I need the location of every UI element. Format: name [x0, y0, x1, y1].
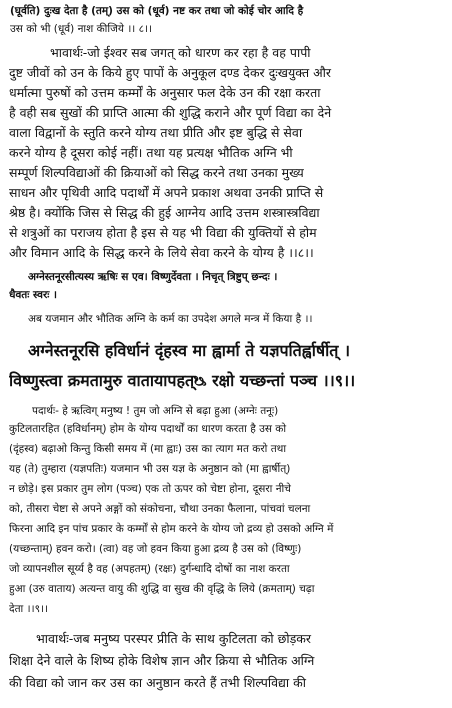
text-line: (दृंहस्व) बढ़ाओ किन्तु किसी समय में (मा ह्वाः) उस का त्याग मत करो तथा — [9, 443, 287, 455]
text-line: भावार्थः-जो ईश्वर सब जगत् को धारण कर रहा है वह पापी — [50, 45, 311, 60]
text-line: विष्णुस्त्वा क्रमतामुरु वातायापहत्ᳬ रक्षो यच्छन्तां पञ्च ।।९।। — [9, 371, 356, 390]
text-line: (यच्छन्ताम्) हवन करो। (त्वा) वह जो हवन किया हुआ द्रव्य है उस को (विष्णुः) — [9, 543, 302, 555]
text-line: दुष्ट जीवों को उन के किये हुए पापों के अनुकूल दण्ड देकर दुःखयुक्त और — [9, 65, 331, 80]
text-line: जो व्यापनशील सूर्य्य है वह (अपहतम्) (रक्षः) दुर्गन्धादि दोषों का नाश करता — [9, 563, 290, 575]
text-line: है वही सब सुखों की प्राप्ति आत्मा की शुद्धि कराने और पूर्ण विद्या का देने — [9, 105, 332, 120]
text-line: की विद्या को जान कर उस का अनुष्ठान करते हैं तभी शिल्पविद्या की — [9, 675, 306, 690]
text-line: अब यजमान और भौतिक अग्नि के कर्म का उपदेश अगले मन्त्र में किया है ।। — [28, 313, 313, 325]
text-line: करने योग्य है दूसरा कोई नहीं। तथा यह प्रत्यक्ष भौतिक अग्नि भी — [9, 145, 293, 160]
text-line: को, तीसरा चेष्टा से अपने अङ्गों को संकोचना, चौथा उनका फैलाना, पांचवां चलना — [9, 503, 311, 515]
text-line: धैवतः स्वरः । — [9, 289, 58, 301]
text-line: फिरना आदि इन पांच प्रकार के कर्म्मों से होम करने के योग्य जो द्रव्य हो उसको अग्नि में — [9, 523, 334, 535]
text-line: से शत्रुओं का पराजय होता है इस से यह भी विद्या की युक्तियों से होम — [9, 225, 317, 240]
text-line: धर्मात्मा पुरुषों को उत्तम कर्म्मों के अनुसार फल देके उन की रक्षा करता — [9, 85, 321, 100]
text-line: कुटिलतारहित (हविर्धानम्) होम के योग्य पदार्थों का धारण करता है उस को — [9, 423, 287, 435]
text-line: यह (ते) तुम्हारा (यज्ञपतिः) यजमान भी उस यज्ञ के अनुष्ठान को (मा ह्वार्षीत्) — [9, 463, 291, 475]
text-line: पदार्थः- हे ऋत्विग् मनुष्य ! तुम जो अग्नि से बढ़ा हुआ (अग्नेः तनूः) — [32, 405, 279, 417]
text-line: सम्पूर्ण शिल्पविद्याओं की क्रियाओं को सिद्ध करने तथा उनका मुख्य — [9, 165, 304, 180]
text-line: वाला विद्वानों के स्तुति करने योग्य तथा प्रीति और इष्ट बुद्धि से सेवा — [9, 125, 303, 140]
text-line: अग्नेस्तनूरसि हविर्धानं दृंहस्व मा ह्वार्मा ते यज्ञपतिर्ह्वार्षीत् । — [28, 341, 351, 360]
text-line: भावार्थः-जब मनुष्य परस्पर प्रीति के साथ कुटिलता को छोड़कर — [36, 631, 312, 646]
text-line: श्रेष्ठ है। क्योंकि जिस से सिद्ध की हुई आग्नेय आदि उत्तम शस्त्रास्त्रविद्या — [9, 205, 320, 220]
text-line: हुआ (उरु वाताय) अत्यन्त वायु की शुद्धि वा सुख की वृद्धि के लिये (क्रमताम्) चढ़ा — [9, 583, 315, 595]
text-line: अग्नेस्तनूरसीत्यस्य ऋषिः स एव। विष्णुर्देवता । निचृत् त्रिष्टुप् छन्दः । — [28, 271, 278, 283]
text-line: और विमान आदि के सिद्ध करने के लिये सेवा करने के योग्य है ।।८।। — [9, 245, 314, 260]
text-line: उस को भी (धूर्व) नाश कीजिये ।। ८।। — [10, 23, 153, 35]
text-line: शिक्षा देने वाले के शिष्य होके विशेष ज्ञान और क्रिया से भौतिक अग्नि — [9, 653, 315, 668]
text-line: साधन और पृथिवी आदि पदार्थों में अपने प्रकाश अथवा उनकी प्राप्ति से — [9, 185, 324, 200]
text-line: देता ।।९।। — [9, 603, 48, 615]
text-line: न छोड़े। इस प्रकार तुम लोग (पञ्च) एक तो ऊपर को चेष्टा होना, दूसरा नीचे — [9, 483, 291, 495]
text-line: (घूर्वति) दुःख देता है (तम्) उस को (धूर्व) नष्ट कर तथा जो कोई चोर आदि है — [10, 5, 304, 17]
